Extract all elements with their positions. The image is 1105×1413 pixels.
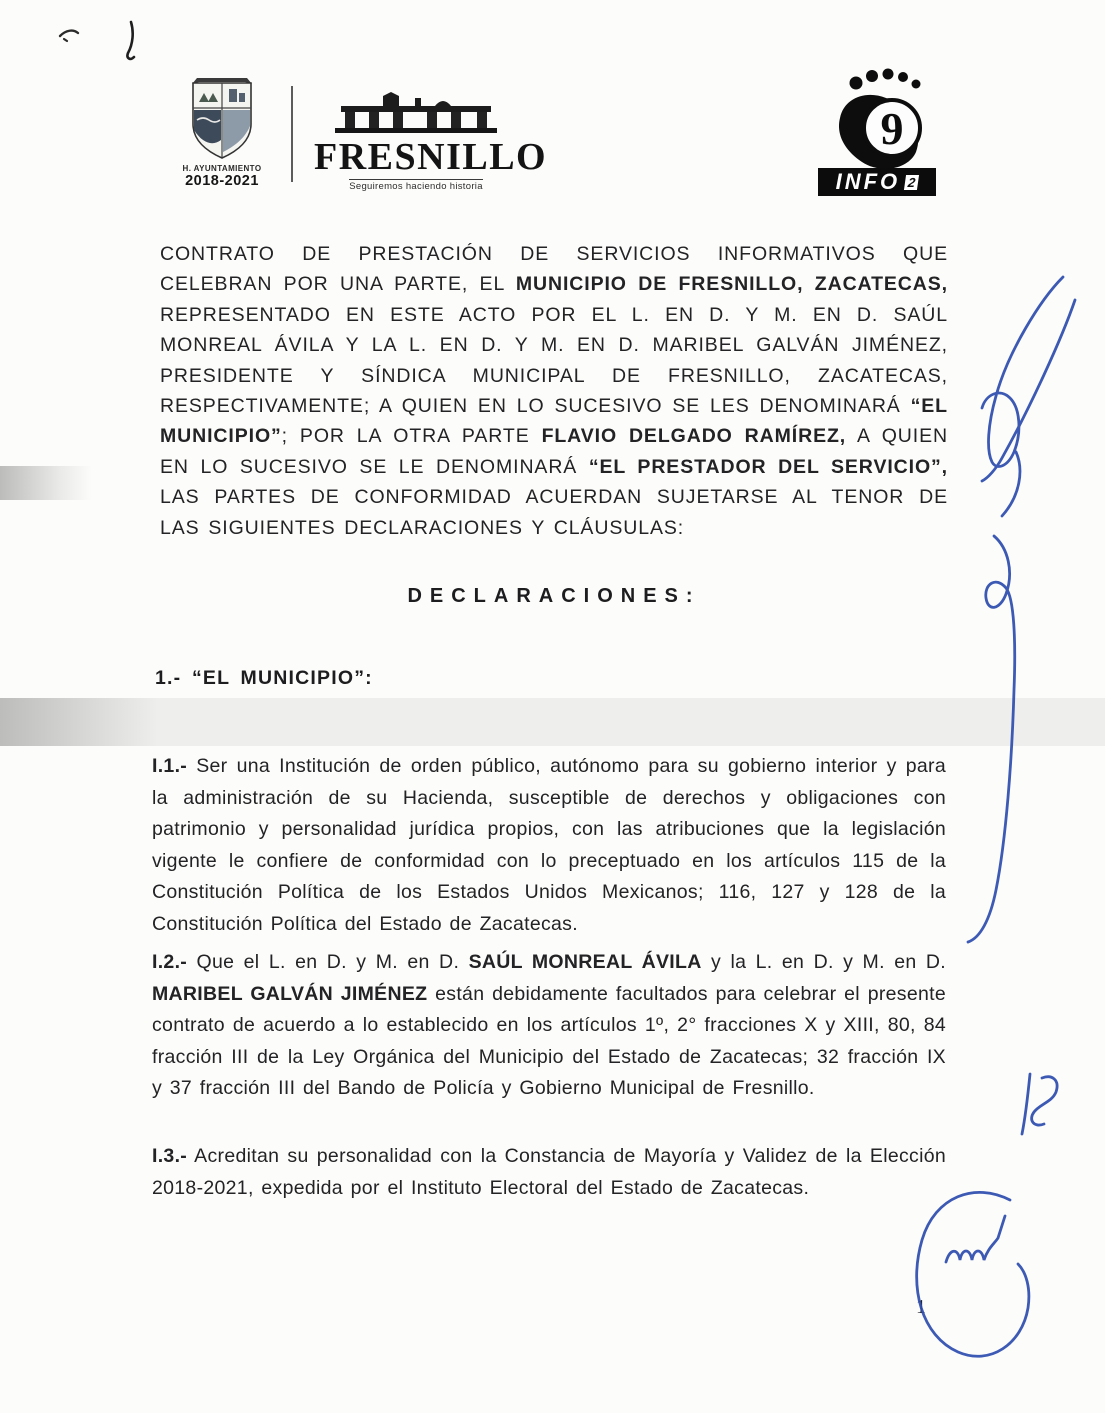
sindica-name-bold: MARIBEL GALVÁN JIMÉNEZ — [152, 982, 428, 1005]
section-1-heading: 1.- “EL MUNICIPIO”: — [155, 667, 373, 689]
crest-caption: H. AYUNTAMIENTO — [182, 164, 262, 173]
ayuntamiento-logo — [174, 74, 270, 189]
fresnillo-logo — [314, 90, 548, 194]
fresnillo-wordmark: FRESNILLO — [314, 136, 548, 178]
clause-i2 — [152, 947, 946, 1105]
scanner-artifact-band — [0, 698, 158, 746]
fresnillo-tagline: Seguiremos haciendo historia — [349, 181, 483, 192]
presidente-name-bold: SAÚL MONREAL ÁVILA — [468, 951, 702, 973]
el-municipio-term-bold: “EL MUNICIPIO” — [160, 395, 948, 448]
text-segment: LAS PARTES DE CONFORMIDAD ACUERDAN SUJETARSE AL TENOR DE LAS SIGUIENTES DECLARACIONES Y CLÁUSULAS: — [160, 486, 948, 539]
crest-years: 2018-2021 — [185, 173, 259, 189]
clause-number: I.1.- — [152, 755, 188, 777]
declaraciones-heading: DECLARACIONES: — [407, 585, 701, 607]
prestador-term-bold: “EL PRESTADOR DEL SERVICIO”, — [588, 455, 948, 478]
text-segment: ; POR LA OTRA PARTE — [281, 425, 542, 448]
text-segment: están debidamente facultados para celebrar el presente contrato de acuerdo a lo establecido en los artículos 1º, 2° fracciones X y XIII, 80, 84 fracción III de la Ley Orgánica del Municipio del Estado de Zacatecas; 32 fracción IX y 37 fracción III del Bando de Policía y Gobierno Municipal de Fresnillo. — [152, 982, 946, 1100]
crest-shield-icon — [179, 74, 265, 162]
info9-logo — [804, 66, 950, 202]
prestador-name-bold: FLAVIO DELGADO RAMÍREZ, — [541, 425, 847, 448]
text-segment: Ser una Institución de orden público, autónomo para su gobierno interior y para la administración de su Hacienda, susceptible de derechos y obligaciones con patrimonio y personalidad jurídica propios, con las atribuciones que la legislación vigente le confiere de conformidad con lo preceptuado en los artículos 115 de la Constitución Política de los Estados Unidos Mexicanos; 116, 127 y 128 de la Constitución Política del Estado de Zacatecas. — [152, 755, 946, 935]
text-segment: CONTRATO DE PRESTACIÓN DE SERVICIOS INFORMATIVOS QUE CELEBRAN POR UNA PARTE, EL — [160, 243, 948, 296]
info-banner — [818, 168, 936, 196]
info-badge: 2 — [904, 175, 919, 190]
text-segment: Que el L. en D. y M. en D. — [187, 951, 469, 973]
clause-i1 — [152, 751, 946, 941]
scanner-artifact-band — [0, 698, 1105, 746]
clause-number: I.3.- — [152, 1145, 188, 1167]
info-label: INFO — [835, 169, 901, 194]
municipio-name-bold: MUNICIPIO DE FRESNILLO, ZACATECAS, — [515, 273, 948, 296]
nine-digit: 9 — [880, 103, 904, 154]
pen-marks — [0, 0, 200, 80]
contract-intro-paragraph — [160, 239, 948, 543]
fresnillo-building-icon — [331, 90, 501, 136]
text-segment: y la L. en D. y M. en D. — [701, 951, 946, 973]
clause-number: I.2.- — [152, 951, 188, 973]
page-number: 1 — [916, 1296, 926, 1318]
logo-divider — [291, 86, 293, 182]
text-segment: REPRESENTADO EN ESTE ACTO POR EL L. EN D. Y M. EN D. SAÚL MONREAL ÁVILA Y LA L. EN D. Y M. EN D. MARIBEL GALVÁN JIMÉNEZ, PRESIDENTE Y SÍNDICA MUNICIPAL DE FRESNILLO, ZACATECAS, RESPECTIVAMENTE; A QUIEN EN LO SUCESIVO SE LES DENOMINARÁ — [160, 303, 948, 418]
scanner-artifact-band — [0, 466, 92, 500]
text-segment: A QUIEN EN LO SUCESIVO SE LE DENOMINARÁ — [160, 425, 948, 478]
clause-i3 — [152, 1141, 946, 1204]
text-segment: Acreditan su personalidad con la Constancia de Mayoría y Validez de la Elección 2018-2021, expedida por el Instituto Electoral del Estado de Zacatecas. — [152, 1145, 946, 1199]
